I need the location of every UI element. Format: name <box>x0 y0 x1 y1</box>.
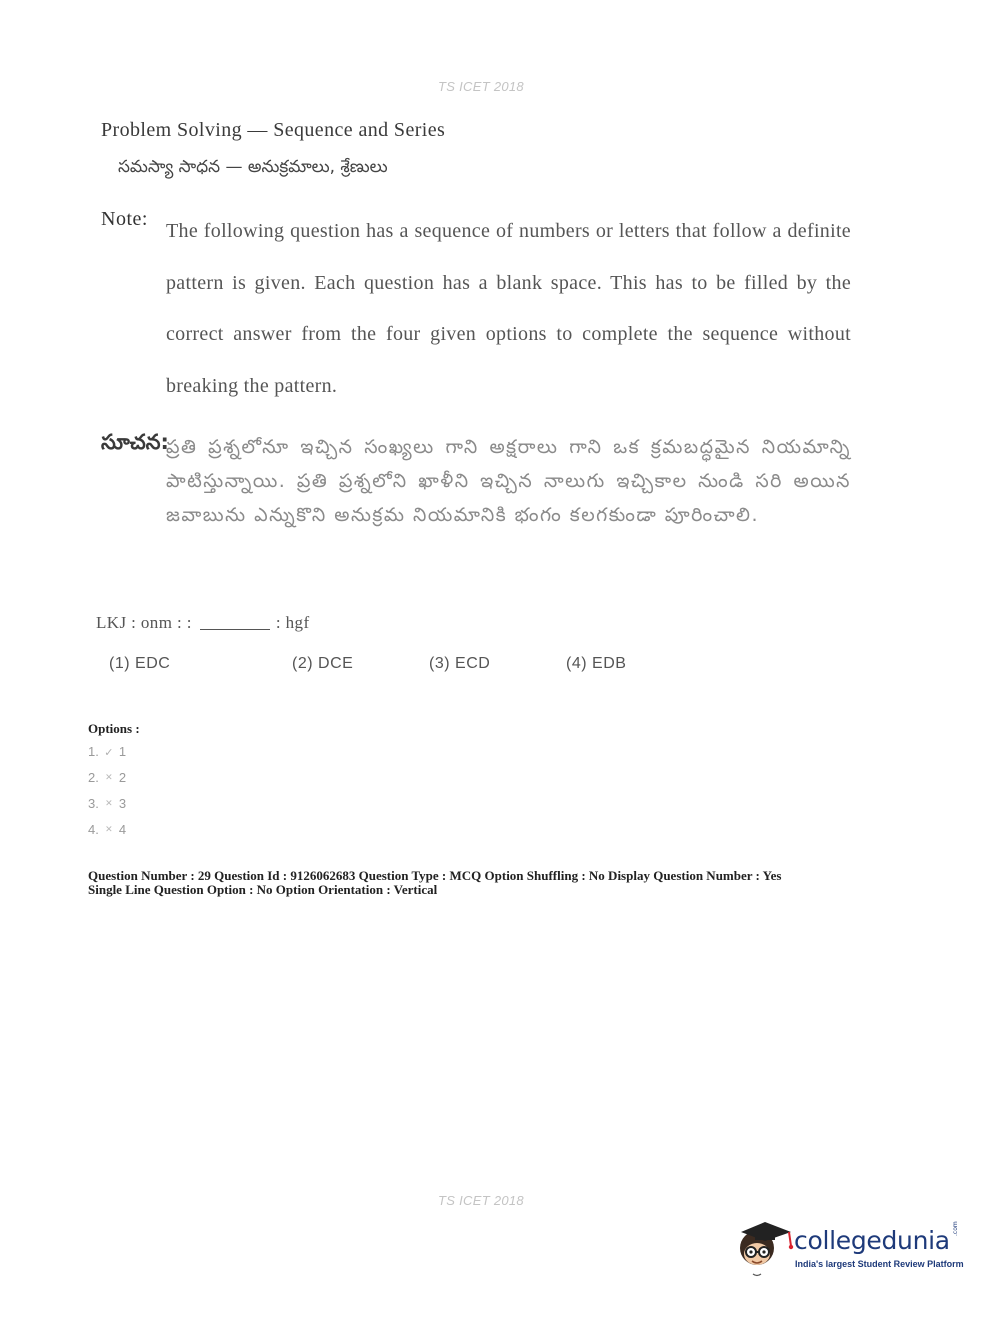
note-text: The following question has a sequence of numbers or letters that follow a definite pattern is given. Each question has a blank space. This has to be filled by the correct answer from the four given options to complete the sequence without breaking the pattern. <box>166 220 851 397</box>
answer-choice-3 <box>429 655 490 673</box>
answer-choice-text: ECD <box>455 655 491 672</box>
option-index: 1. <box>88 744 99 759</box>
question-meta-line-1: Question Number : 29 Question Id : 9126062683 Question Type : MCQ Option Shuffling : No Display Question Number : Yes <box>88 868 782 883</box>
wrong-cross-icon: ✕ <box>105 798 113 808</box>
option-value: 2 <box>118 770 127 785</box>
answer-choice-text: EDC <box>135 655 171 672</box>
option-index: 2. <box>88 770 99 785</box>
option-value: 3 <box>118 796 127 811</box>
answer-choice-number: (1) <box>109 655 131 672</box>
question-part-1: LKJ : onm : : <box>96 613 192 632</box>
question-part-2: : hgf <box>275 613 310 632</box>
answer-choice-4 <box>566 655 626 673</box>
answer-choice-number: (3) <box>429 655 451 672</box>
option-value: 4 <box>118 822 127 837</box>
options-heading: Options : <box>88 721 140 736</box>
answer-choice-text: EDB <box>592 655 627 672</box>
option-row-1 <box>88 744 126 759</box>
section-title: Problem Solving — Sequence and Series <box>101 119 446 141</box>
option-value: 1 <box>118 744 127 759</box>
note-label-telugu: సూచన: <box>101 430 169 454</box>
answer-choice-number: (4) <box>566 655 588 672</box>
option-row-4 <box>88 822 126 837</box>
answer-choice-2 <box>292 655 353 673</box>
section-title-telugu: సమస్యా సాధన — అనుక్రమాలు, శ్రేణులు <box>118 157 388 177</box>
answer-choice-number: (2) <box>292 655 314 672</box>
logo-dotcom: .com <box>952 1221 959 1236</box>
answer-choice-text: DCE <box>318 655 354 672</box>
option-row-2 <box>88 770 126 785</box>
wrong-cross-icon: ✕ <box>105 772 113 782</box>
logo-tagline: India's largest Student Review Platform <box>795 1259 964 1269</box>
note-label: Note: <box>101 208 148 230</box>
answer-choice-1 <box>109 655 170 673</box>
question-meta-line-2: Single Line Question Option : No Option Orientation : Vertical <box>88 882 438 897</box>
logo-wordmark: collegedunia <box>794 1226 950 1255</box>
wrong-cross-icon: ✕ <box>105 824 113 834</box>
watermark-top: TS ICET 2018 <box>438 79 524 94</box>
note-text-telugu: ప్రతి ప్రశ్నలోనూ ఇచ్చిన సంఖ్యలు గాని అక్షరాలు గాని ఒక క్రమబద్ధమైన నియమాన్ని పాటిస్తున్నాయి. ప్రతి ప్రశ్నలోని ఖాళీని ఇచ్చిన నాలుగు ఇచ్చికాల నుండి సరి అయిన జవాబును ఎన్నుకొని అనుక్రమ నియమానికి భంగం కలగకుండా పూరించాలి. <box>166 436 851 526</box>
question-blank <box>200 629 270 630</box>
question-stem <box>96 613 310 633</box>
option-index: 4. <box>88 822 99 837</box>
correct-check-icon: ✓ <box>104 747 114 759</box>
option-index: 3. <box>88 796 99 811</box>
watermark-bottom: TS ICET 2018 <box>438 1193 524 1208</box>
option-row-3 <box>88 796 126 811</box>
